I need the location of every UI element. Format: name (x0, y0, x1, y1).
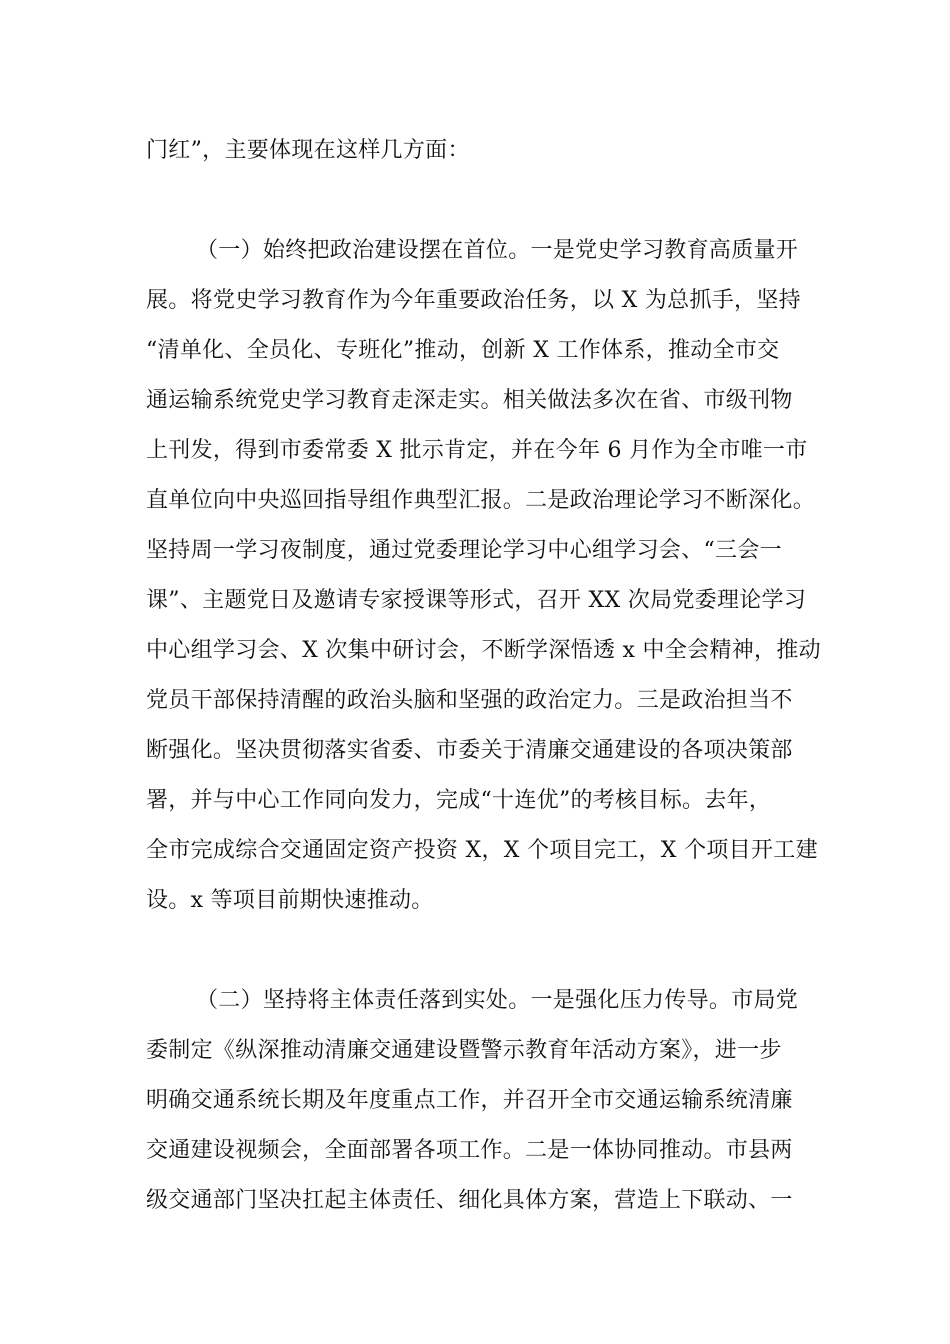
intro-line: 门红”，主要体现在这样几方面： (146, 138, 470, 163)
paragraph-1-line: 直单位向中央巡回指导组作典型汇报。二是政治理论学习不断深化。 (146, 488, 816, 513)
paragraph-1-line: 中心组学习会、X 次集中研讨会，不断学深悟透 x 中全会精神，推动 (146, 638, 821, 663)
paragraph-2-line: 级交通部门坚决扛起主体责任、细化具体方案，营造上下联动、一 (146, 1188, 793, 1213)
paragraph-1-line: （一）始终把政治建设摆在首位。一是党史学习教育高质量开 (196, 238, 799, 263)
paragraph-1-line: 坚持周一学习夜制度，通过党委理论学习中心组学习会、“三会一 (146, 538, 782, 563)
paragraph-1-line: 党员干部保持清醒的政治头脑和坚强的政治定力。三是政治担当不 (146, 688, 793, 713)
paragraph-1-line: 通运输系统党史学习教育走深走实。相关做法多次在省、市级刊物 (146, 388, 793, 413)
paragraph-2-line: 委制定《纵深推动清廉交通建设暨警示教育年活动方案》，进一步 (146, 1038, 782, 1063)
paragraph-2-line: （二）坚持将主体责任落到实处。一是强化压力传导。市局党 (196, 988, 799, 1013)
paragraph-1-line: 署，并与中心工作同向发力，完成“十连优”的考核目标。去年， (146, 788, 772, 813)
paragraph-1-line: 全市完成综合交通固定资产投资 X，X 个项目完工，X 个项目开工建 (146, 838, 818, 863)
paragraph-1-line: 设。x 等项目前期快速推动。 (146, 888, 434, 913)
paragraph-1-line: 上刊发，得到市委常委 X 批示肯定，并在今年 6 月作为全市唯一市 (146, 438, 808, 463)
paragraph-2-line: 交通建设视频会，全面部署各项工作。二是一体协同推动。市县两 (146, 1138, 793, 1163)
paragraph-1-line: 断强化。坚决贯彻落实省委、市委关于清廉交通建设的各项决策部 (146, 738, 793, 763)
paragraph-1-line: 展。将党史学习教育作为今年重要政治任务，以 X 为总抓手，坚持 (146, 288, 801, 313)
paragraph-1-line: 课”、主题党日及邀请专家授课等形式，召开 XX 次局党委理论学习 (146, 588, 807, 613)
paragraph-1-line: “清单化、全员化、专班化”推动，创新 X 工作体系，推动全市交 (146, 338, 780, 363)
paragraph-2-line: 明确交通系统长期及年度重点工作，并召开全市交通运输系统清廉 (146, 1088, 793, 1113)
